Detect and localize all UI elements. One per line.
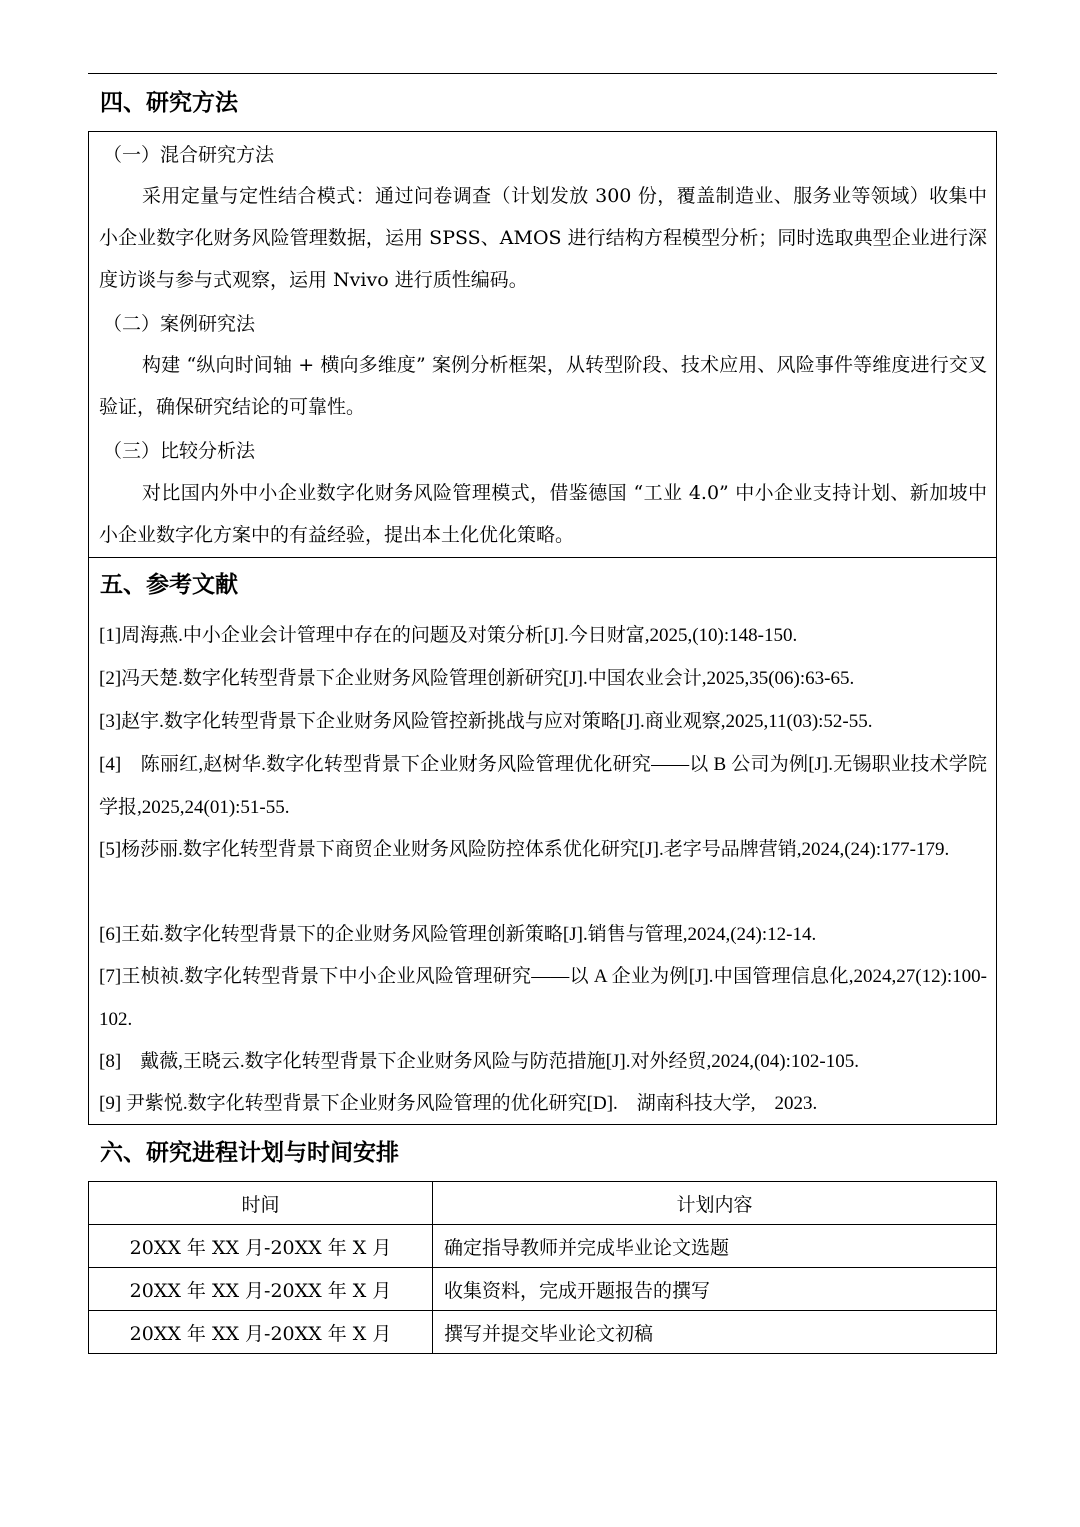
method-case-heading: （二）案例研究法 (103, 313, 256, 335)
reference-item: [3]赵宇.数字化转型背景下企业财务风险管控新挑战与应对策略[J].商业观察,2025,11(03):52-55. (99, 711, 873, 732)
row-content: 收集资料，完成开题报告的撰写 (433, 1268, 997, 1311)
row-time: 20XX 年 XX 月-20XX 年 X 月 (89, 1225, 433, 1268)
reference-item: [6]王茹.数字化转型背景下的企业财务风险管理创新策略[J].销售与管理,2024,(24):12-14. (99, 924, 817, 945)
method-mixed-text: 采用定量与定性结合模式：通过问卷调查（计划发放 300 份，覆盖制造业、服务业等领域）收集中小企业数字化财务风险管理数据，运用 SPSS、AMOS 进行结构方程模型分析；同时选取典型企业进行深度访谈与参与式观察，运用 Nvivo 进行质性编码。 (99, 185, 987, 291)
method-compare-text: 对比国内外中小企业数字化财务风险管理模式，借鉴德国 “工业 4.0” 中小企业支持计划、新加坡中小企业数字化方案中的有益经验，提出本土化优化策略。 (99, 482, 987, 546)
reference-item: [4] 陈丽红,赵树华.数字化转型背景下企业财务风险管理优化研究——以 B 公司为例[J].无锡职业技术学院学报,2025,24(01):51-55. (99, 754, 987, 818)
header-content: 计划内容 (433, 1182, 997, 1225)
row-time: 20XX 年 XX 月-20XX 年 X 月 (89, 1311, 433, 1354)
reference-item: [5]杨莎丽.数字化转型背景下商贸企业财务风险防控体系优化研究[J].老字号品牌营销,2024,(24):177-179. (99, 839, 950, 860)
method-mixed-heading: （一）混合研究方法 (103, 144, 275, 166)
table-row (89, 1311, 997, 1354)
reference-item: [2]冯天楚.数字化转型背景下企业财务风险管理创新研究[J].中国农业会计,2025,35(06):63-65. (99, 668, 855, 689)
reference-item: [1]周海燕.中小企业会计管理中存在的问题及对策分析[J].今日财富,2025,(10):148-150. (99, 625, 798, 646)
row-time: 20XX 年 XX 月-20XX 年 X 月 (89, 1268, 433, 1311)
row-content: 确定指导教师并完成毕业论文选题 (433, 1225, 997, 1268)
reference-item: [8] 戴薇,王晓云.数字化转型背景下企业财务风险与防范措施[J].对外经贸,2024,(04):102-105. (99, 1051, 859, 1072)
reference-item: [9] 尹紫悦.数字化转型背景下企业财务风险管理的优化研究[D]. 湖南科技大学, 2023. (99, 1093, 818, 1114)
table-row (89, 1225, 997, 1268)
section4-title: 四、研究方法 (100, 89, 238, 116)
table-row (89, 1268, 997, 1311)
method-compare-heading: （三）比较分析法 (103, 440, 256, 462)
method-case-text: 构建 “纵向时间轴 + 横向多维度” 案例分析框架，从转型阶段、技术应用、风险事件等维度进行交叉验证，确保研究结论的可靠性。 (99, 354, 987, 418)
reference-item: [7]王桢祯.数字化转型背景下中小企业风险管理研究——以 A 企业为例[J].中国管理信息化,2024,27(12):100-102. (99, 966, 987, 1030)
section6-title: 六、研究进程计划与时间安排 (100, 1139, 399, 1166)
top-rule (88, 73, 997, 74)
table-header-row (89, 1182, 997, 1225)
schedule-table (88, 1181, 997, 1354)
section5-title: 五、参考文献 (100, 571, 238, 598)
header-time: 时间 (89, 1182, 433, 1225)
row-content: 撰写并提交毕业论文初稿 (433, 1311, 997, 1354)
